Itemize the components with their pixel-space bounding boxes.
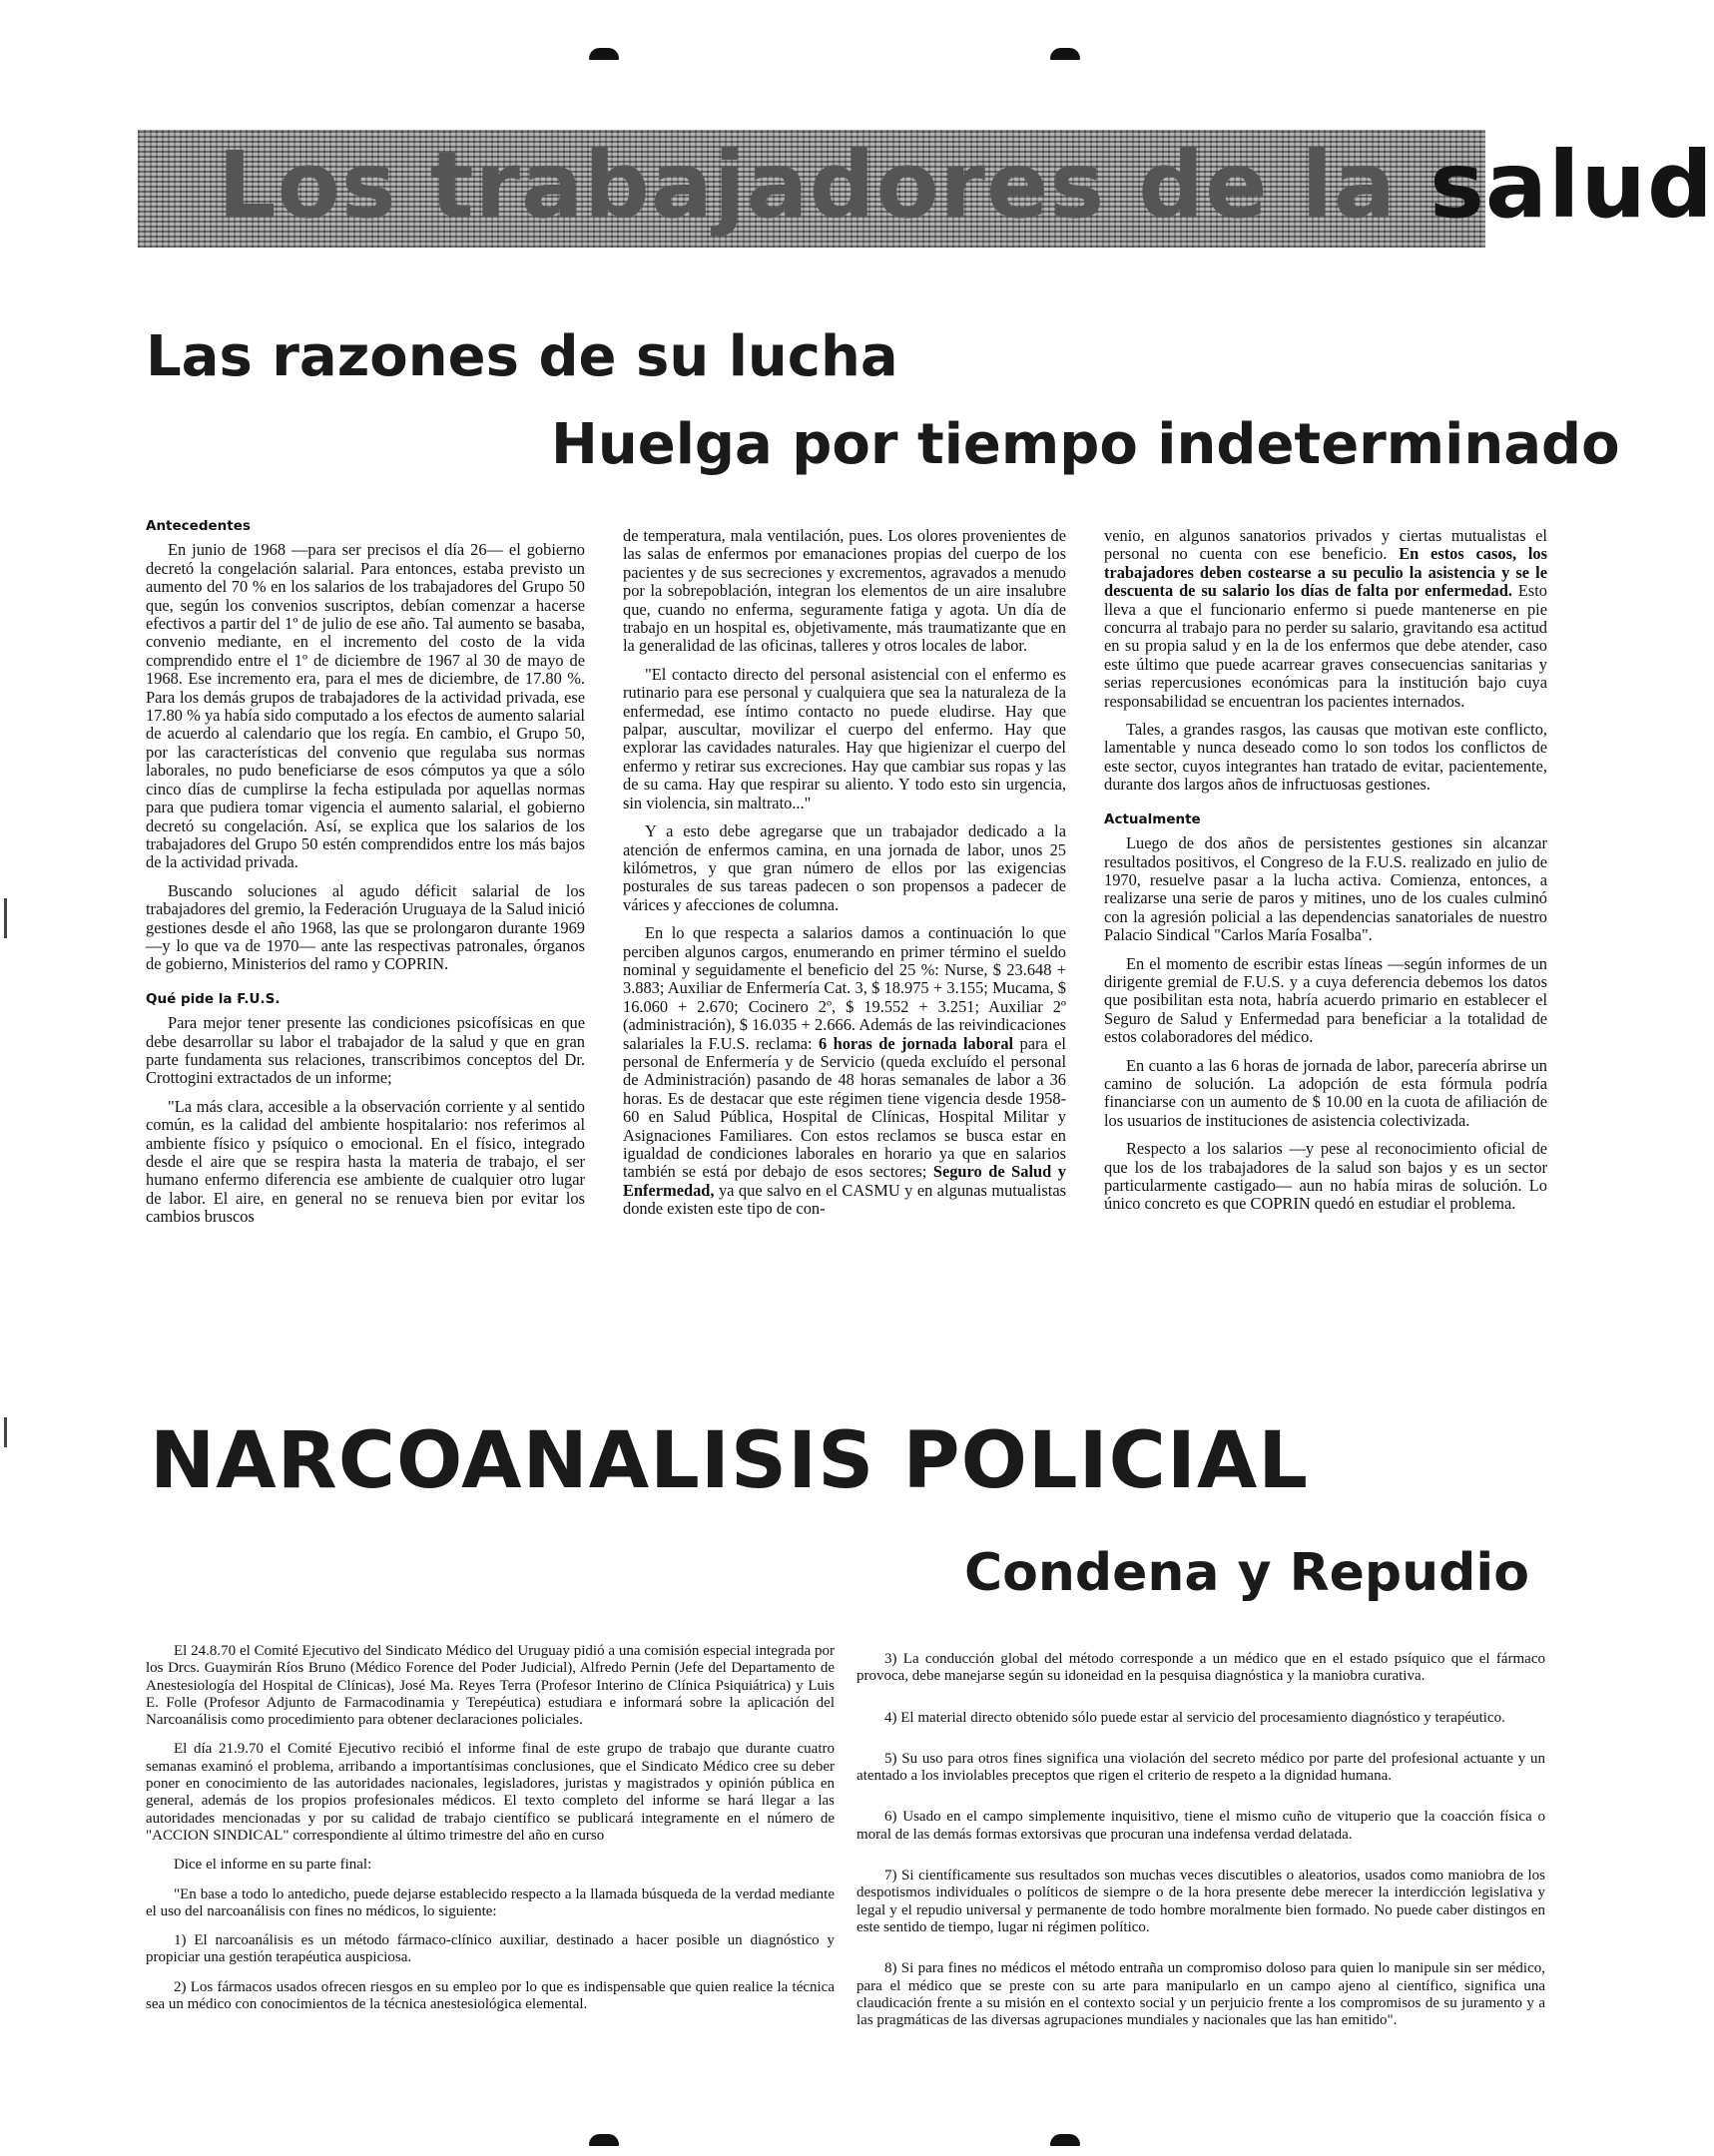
bold-text: 6 horas de jornada laboral — [818, 1033, 1014, 1053]
text-run: para el personal de Enfermería y de Servicio (queda excluído el personal de Administración) pasando de 48 horas semanales de labor a 36 horas. Es de destacar que este régimen tiene vigencia desde 1958-60 en Salud Pública, Hospital de Clínicas, Hospital Militar y Asignaciones Familiares. Con estos reclamos se busca estar en igualdad de condiciones laborales en horario ya que en salarios también se está por debajo de esos sectores; — [623, 1033, 1066, 1182]
paragraph: Y a esto debe agregarse que un trabajador dedicado a la atención de enfermos camina, en una jornada de labor, unos 25 kilómetros, y que gran número de ellos por las exigencias posturales de sus tareas padecen o son propensos a padecer de várices y afecciones de columna. — [623, 821, 1066, 914]
registration-mark-bottom-right — [1050, 2134, 1080, 2146]
paragraph: En el momento de escribir estas líneas —según informes de un dirigente gremial de F.U.S. y a cuya deferencia debemos los datos que posibilitan esta nota, habría acuerdo primario en establecer el Seguro de Salud y Enfermedad para beneficiar a la totalidad de estos colaboradores del médico. — [1104, 953, 1547, 1047]
list-item: 6) Usado en el campo simplemente inquisitivo, tiene el mismo cuño de vituperio que la coacción física o moral de las demás formas extorsivas que procuran una indefensa verdad delatada. — [857, 1809, 1545, 1843]
paragraph: "En base a todo lo antedicho, puede dejarse establecido respecto a la llamada búsqueda de la verdad mediante el uso del narcoanálisis con fines no médicos, lo siguiente: — [146, 1886, 835, 1919]
paragraph: "El contacto directo del personal asistencial con el enfermo es rutinario para ese personal y cualquiera que sea la naturaleza de la enfermedad, ese íntimo contacto no puede eludirse. Hay que palpar, auscultar, movilizar el cuerpo del enfermo. Hay que explorar las cavidades naturales. Hay que higienizar el cuerpo del enfermo y retirar sus excreciones. Hay que cambiar sus ropas y las de su cama. Hay que respirar su aliento. Y todo esto sin urgencia, sin violencia, sin maltrato..." — [623, 664, 1066, 812]
paragraph: El día 21.9.70 el Comité Ejecutivo recibió el informe final de este grupo de trabajo que durante cuatro semanas examinó el problema, arribando a importantísimas conclusiones, que el Sindicato Médico cree su deber poner en conocimiento de las autoridades nacionales, legisladores, juristas y magistrados y opinión pública en general, además de los propios profesionales médicos. El texto completo del informe se hará llegar a las autoridades mencionadas y por su calidad de trabajo científico se publicará integramente en el número de "ACCION SINDICAL" correspondiente al último trimestre del año en curso — [146, 1741, 835, 1844]
paragraph-salaries — [623, 924, 1066, 1219]
bold-text: En estos casos, los trabajadores deben costearse a su peculio la asistencia y se le descuenta de su salario los días de falta por enfermedad. — [1104, 544, 1547, 601]
paragraph: Para mejor tener presente las condiciones psicofísicas en que debe desarrollar su labor el trabajador de la salud y que en gran parte fundamenta sus relaciones, transcribimos conceptos del Dr. Crottogini extractados de un informe; — [146, 1013, 585, 1088]
banner-title-part1: Los trabajadores de la — [218, 132, 1430, 239]
paragraph: "La más clara, accesible a la observación corriente y al sentido común, es la calidad del ambiente hospitalario: nos referimos al ambiente físico y psíquico o emocional. En el físico, integrado desde el aire que se respira hasta la materia de trabajo, el ser humano enfermo diferencia ese ambiente de cualquier otro lugar de labor. El aire, en general no se renueva bien por evitar los cambios bruscos — [146, 1096, 585, 1227]
article1-column-3 — [1104, 527, 1547, 1224]
section-banner — [138, 130, 1714, 248]
paragraph: Tales, a grandes rasgos, las causas que motivan este conflicto, lamentable y nunca deseado como lo son todos los conflictos de este sector, cuyos integrantes han tratado de evitar, pacientemente, durante dos largos años de infructuosas gestiones. — [1104, 720, 1547, 795]
list-item: 2) Los fármacos usados ofrecen riesgos en su empleo por lo que es indispensable que quien realice la técnica sea un médico con conocimientos de la técnica anestesiológica elemental. — [146, 1978, 835, 2013]
paragraph: En cuanto a las 6 horas de jornada de labor, parecería abrirse un camino de solución. La adopción de esta fórmula podría financiarse con un aumento de $ 10.00 en la cuota de afiliación de los usuarios de instituciones de asistencia colectivizada. — [1104, 1055, 1547, 1130]
paragraph: En junio de 1968 —para ser precisos el día 26— el gobierno decretó la congelación salarial. Para entonces, estaba previsto un aumento del 70 % en los salarios de los trabajadores del Grupo 50 que, según los convenios suscriptos, debían comenzar a hacerse efectivos a partir del 1º de julio de ese año. Tal aumento se basaba, convenio mediante, en el incremento del costo de la vida comprendido entre el 1º de diciembre de 1967 al 30 de mayo de 1968. Ese incremento era, para el mes de diciembre, de 17.80 %. Para los demás grupos de trabajadores de la actividad privada, ese 17.80 % ya había sido computado a los efectos de aumento salarial de acuerdo al calendario que los regía. En cambio, el Grupo 50, por las características del convenio que regulaba sus normas laborales, no pudo beneficiarse de esos cómputos ya que a sólo cinco días de cumplirse la fecha estipulada por aquellas normas para que pudiera tomar vigencia el aumento salarial, el gobierno decretó su congelación. Así, se explica que los salarios de los trabajadores del Grupo 50 estén comprendidos entre los más bajos de la actividad privada. — [146, 540, 585, 872]
list-item: 4) El material directo obtenido sólo puede estar al servicio del procesamiento diagnóstico y terapéutico. — [884, 1709, 1505, 1726]
article2-subheadline: Condena y Repudio — [964, 1543, 1529, 1603]
registration-mark-top-right — [1050, 48, 1080, 60]
text-run: Esto lleva a que el funcionario enfermo si puede mantenerse en pie concurra al trabajo para no perder su salario, gravitando esa actitud en su propia salud y en la de los enfermos que debe atender, caso este último que puede acarrear graves consecuencias sanitarias y serias repercusiones económicas para la institución bajo cuya responsabilidad se encuentran los pacientes internados. — [1104, 581, 1547, 711]
paragraph: Respecto a los salarios —y pese al reconocimiento oficial de que los de los trabajadores de la salud son bajos y es un sector particularmente castigado— aun no había miras de solución. Lo único concreto es que COPRIN quedó en estudiar el problema. — [1104, 1139, 1547, 1214]
list-item: 5) Su uso para otros fines significa una violación del secreto médico por parte del profesional actuante y un atentado a los inviolables preceptos que rigen el criterio de respeto a la dignidad humana. — [857, 1750, 1545, 1785]
subheading-antecedentes: Antecedentes — [146, 518, 251, 534]
subheading-actualmente: Actualmente — [1104, 810, 1201, 827]
list-item: 1) El narcoanálisis es un método fármaco-clínico auxiliar, destinado a hacer posible un diagnóstico y propiciar una gestión terapéutica auspiciosa. — [146, 1932, 835, 1966]
list-item: 8) Si para fines no médicos el método entraña un compromiso doloso para quien lo manipule sin ser médico, para el médico que se preste con su arte para manipularlo en un campo ajeno al científico, significa una claudicación frente a su misión en el contexto social y un perjuicio frente a los compromisos de su juramento y a las pragmáticas de las diversas agrupaciones mundiales y nacionales que las han emitido". — [857, 1960, 1545, 2029]
article2-column-2 — [857, 1651, 1545, 2053]
list-item: 7) Si científicamente sus resultados son muchas veces discutibles o aleatorios, usados como maniobra de los despotismos individuales o políticos de siempre o de la hora presente debe merecer la interdicción legislativa y legal y el repudio universal y permanente de todo hombre moralmente bien formado. No puede caber distingos en este sentido de tiempo, lugar ni régimen político. — [857, 1868, 1545, 1935]
registration-mark-top-left — [589, 48, 619, 60]
banner-title — [218, 132, 1714, 239]
article1-subheadline: Huelga por tiempo indeterminado — [551, 412, 1620, 477]
registration-mark-bottom-left — [589, 2134, 619, 2146]
article1-column-1 — [146, 517, 585, 1237]
list-item: 3) La conducción global del método corresponde a un médico que en el estado psíquico que el fármaco provoca, debe manejarse según su idoneidad en la pesquisa diagnóstica y la maniobra curativa. — [857, 1651, 1545, 1685]
article1-headline: Las razones de su lucha — [146, 324, 898, 389]
article1-column-2 — [623, 527, 1066, 1229]
bold-text: Seguro de Salud y Enfermedad, — [623, 1162, 1066, 1200]
text-run: En lo que respecta a salarios damos a continuación lo que perciben algunos cargos, enumerando en primer término el sueldo nominal y seguidamente el beneficio del 25 %: Nurse, $ 23.648 + 3.883; Auxiliar de Enfermería Cat. 3, $ 18.975 + 3.155; Mucama, $ 16.060 + 2.670; Cocinero 2º, $ 19.552 + 3.251; Auxiliar 2º (administración), $ 16.035 + 2.666. Además de las reivindicaciones salariales la F.U.S. reclama: — [623, 923, 1066, 1053]
banner-title-part2: salud — [1429, 132, 1714, 239]
paragraph: Dice el informe en su parte final: — [174, 1857, 372, 1874]
paragraph: de temperatura, mala ventilación, pues. Los olores provenientes de las salas de enfermos por emanaciones propias del cuerpo de los pacientes y de sus secreciones y excrementos, agravados a menudo por la sobrepoblación, integran los elementos de un aire insalubre que, cuando no enferma, seguramente fatiga y agota. Un día de trabajo en un hospital es, objetivamente, más traumatizante que en la generalidad de las oficinas, talleres y otros locales de labor. — [623, 526, 1066, 656]
text-run: venio, en algunos sanatorios privados y ciertas mutualistas el personal no cuenta con ese beneficio. — [1104, 526, 1547, 564]
article2-headline: NARCOANALISIS POLICIAL — [150, 1416, 1309, 1506]
article2-column-1 — [146, 1643, 835, 2025]
subheading-que-pide: Qué pide la F.U.S. — [146, 990, 281, 1007]
paragraph: Buscando soluciones al agudo déficit salarial de los trabajadores del gremio, la Federación Uruguaya de la Salud inició gestiones desde el año 1968, las que se prolongaron durante 1969 —y lo que va de 1970— ante las respectivas patronales, órganos de gobierno, Ministerios del ramo y COPRIN. — [146, 880, 585, 974]
paragraph: Luego de dos años de persistentes gestiones sin alcanzar resultados positivos, el Congreso de la F.U.S. realizado en julio de 1970, resuelve pasar a la lucha activa. Comienza, entonces, a realizarse una serie de paros y mitines, uno de los cuales culminó con la agresión policial a las dependencias sanatoriales de nuestro Palacio Sindical "Carlos María Fosalba". — [1104, 833, 1547, 945]
scan-edge-mark — [4, 1417, 7, 1447]
paragraph: El 24.8.70 el Comité Ejecutivo del Sindicato Médico del Uruguay pidió a una comisión especial integrada por los Drcs. Guaymirán Ríos Bruno (Médico Forence del Poder Judicial), Alfredo Pernin (Jefe del Departamento de Anestesiología del Hospital de Clínicas), José Ma. Reyes Terra (Profesor Interino de Clínica Psiquiátrica) y Luis E. Folle (Profesor Adjunto de Farmacodinamia y Terepéutica) estudiara e informará sobre la aplicación del Narcoanálisis como procedimiento para obtener declaraciones policiales. — [146, 1643, 835, 1729]
paragraph — [1104, 527, 1547, 711]
scan-edge-mark — [4, 898, 7, 938]
text-run: ya que salvo en el CASMU y en algunas mutualistas donde existen este tipo de con- — [623, 1180, 1066, 1219]
